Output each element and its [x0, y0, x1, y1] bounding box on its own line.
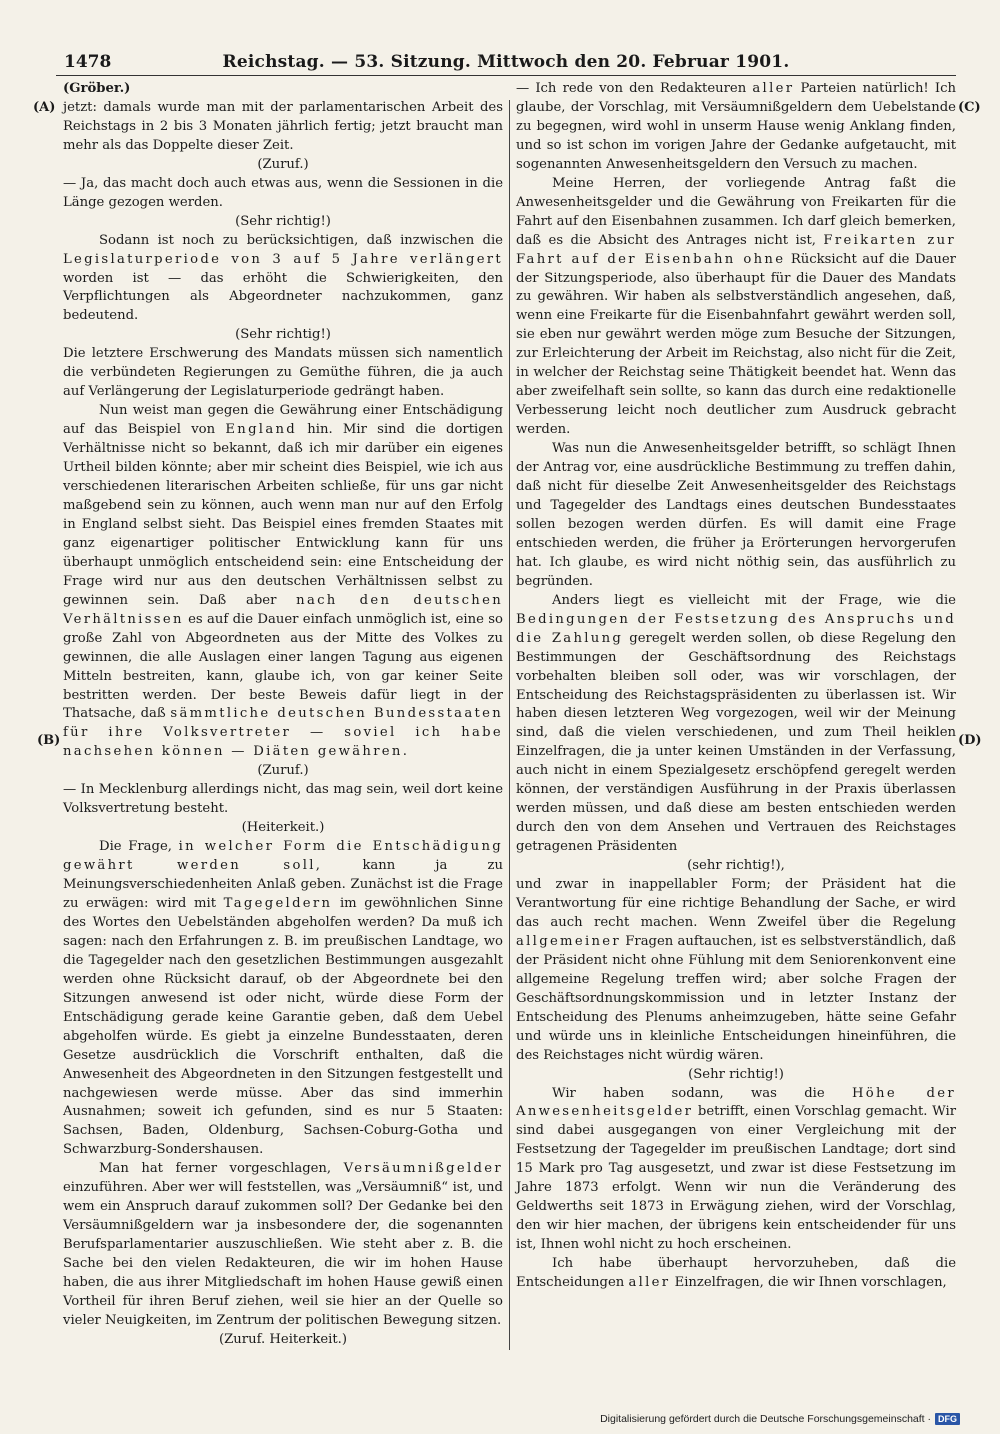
- interjection: (Sehr richtig!): [688, 1066, 784, 1082]
- paragraph: Was nun die Anwesenheitsgelder betrifft, so schlägt Ihnen der Antrag vor, eine ausdrückliche Bestimmung zu treffen dahin, daß nicht für dieselbe Zeit Anwesenheitsgelder des Reichstags und Tagegelder des Landtags eines deutschen Bundesstaates sollen bezogen werden dürfen. Es will damit eine Frage entschieden werden, die früher ja Erörterungen hervorgerufen hat. Ich glaube, es wird nicht nöthig sein, das ausführlich zu begründen.: [516, 441, 956, 589]
- emphasis: Bedingungen der Festsetzung des Anspruchs und die Zahlung: [516, 611, 956, 646]
- page-header: [56, 46, 956, 76]
- emphasis: aller: [752, 81, 795, 96]
- emphasis: allgemeiner: [516, 933, 621, 949]
- interjection: (Zuruf. Heiterkeit.): [219, 1331, 347, 1347]
- digitization-credit: [600, 1410, 960, 1428]
- paragraph: Wir haben sodann, was die Höhe der Anwesenheitsgelder betrifft, einen Vorschlag gemacht. Wir sind dabei ausgegangen von einer Vergleichung mit der Festsetzung der Tagegelder im preußischen Landtage; dort sind 15 Mark pro Tag ausgesetzt, und zwar ist diese Festsetzung im Jahre 1873 erfolgt. Wenn wir nun die Veränderung des Geldwerths seit 1873 in Erwägung ziehen, wird der Vorschlag, den wir hier machen, der übrigens kein entscheidender für uns ist, Ihnen wohl nicht zu hoch erscheinen.: [516, 1085, 957, 1253]
- interjection: (Zuruf.): [257, 156, 309, 172]
- margin-mark-d: (D): [958, 733, 982, 748]
- paragraph: Ich habe überhaupt hervorzuheben, daß die Entscheidungen aller Einzelfragen, die wir Ihnen vorschlagen,: [516, 1256, 956, 1291]
- left-column: [63, 80, 503, 1350]
- paragraph: und zwar in inappellabler Form; der Präsident hat die Verantwortung für eine richtige Behandlung der Sache, er wird das auch recht machen. Wenn Zweifel über die Regelung allgemeiner Fragen auftauchen, ist es selbstverständlich, daß der Präsident nicht ohne Fühlung mit dem Seniorenkonvent eine allgemeine Regelung treffen wird; aber solche Fragen der Geschäftsordnungskommission und in letzter Instanz der Entscheidung des Plenums anheimzugeben, hätte seine Gefahr und würde uns in kleinliche Entscheidungen hineinführen, die des Reichstages nicht würdig wären.: [516, 877, 956, 1063]
- paragraph: Sodann ist noch zu berücksichtigen, daß inzwischen die Legislaturperiode von 3 auf 5 Jahre verlängert worden ist — das erhöht die Schwierigkeiten, den Verpflichtungen als Abgeordneter nachzukommen, ganz bedeutend.: [63, 232, 503, 324]
- emphasis: in welcher Form die Entschädigung gewährt werden soll,: [63, 839, 503, 874]
- emphasis: aller: [628, 1275, 671, 1291]
- interjection: (Sehr richtig!): [235, 213, 331, 229]
- dfg-logo: DFG: [935, 1413, 960, 1425]
- page-title: Reichstag. — 53. Sitzung. Mittwoch den 20. Februar 1901.: [222, 52, 790, 72]
- interjection: (sehr richtig!),: [687, 858, 785, 874]
- right-column: [516, 80, 956, 1293]
- column-divider: [509, 100, 510, 1350]
- emphasis: Höhe der Anwesenheitsgelder: [516, 1085, 956, 1120]
- emphasis: Legislaturperiode von 3 auf 5 Jahre verlängert: [63, 251, 503, 267]
- margin-mark-b: (B): [37, 733, 61, 748]
- paragraph: — In Mecklenburg allerdings nicht, das mag sein, weil dort keine Volksvertretung besteht.: [63, 782, 503, 817]
- paragraph: jetzt: damals wurde man mit der parlamentarischen Arbeit des Reichstags in 2 bis 3 Monaten jährlich fertig; jetzt braucht man mehr als das Doppelte dieser Zeit.: [63, 99, 503, 153]
- emphasis: Versäumnißgelder: [343, 1161, 503, 1177]
- paragraph: Nun weist man gegen die Gewährung einer Entschädigung auf das Beispiel von England hin. Mir sind die dortigen Verhältnisse nicht so bekannt, daß ich mir darüber ein eigenes Urtheil bilden könnte; aber mir scheint dies Beispiel, wie ich aus verschiedenen literarischen Arbeiten schließe, für uns gar nicht maßgebend sein zu können, auch wenn man nur auf den Erfolg in England selbst sieht. Das Beispiel eines fremden Staates mit ganz eigenartiger politischer Entwicklung kann für uns überhaupt unmöglich entscheidend sein: eine Entscheidung der Frage wird nur aus den deutschen Verhältnissen selbst zu gewinnen sein. Daß aber nach den deutschen Verhältnissen es auf die Dauer einfach unmöglich ist, eine so große Zahl von Abgeordneten aus der Mitte des Volkes zu gewinnen, die alle Auslagen einer langen Tagung aus eigenen Mitteln bestreiten, kann, glaube ich, von gar keiner Seite bestritten werden. Der beste Beweis dafür liegt in der Thatsache, daß sämmtliche deutschen Bundesstaaten für ihre Volksvertreter — soviel ich habe nachsehen können — Diäten gewähren.: [63, 403, 503, 760]
- emphasis: Tagegeldern: [223, 895, 333, 911]
- interjection: (Sehr richtig!): [235, 327, 331, 343]
- paragraph: Die letztere Erschwerung des Mandats müssen sich namentlich die verbündeten Regierungen zu Gemüthe führen, die ja auch auf Verlängerung der Legislaturperiode gedrängt haben.: [63, 346, 503, 400]
- emphasis: sämmtliche deutschen Bundesstaaten für ihre Volksvertreter — soviel ich habe nachsehen können — Diäten gewähren.: [63, 706, 503, 760]
- credit-text: Digitalisierung gefördert durch die Deutsche Forschungsgemeinschaft ·: [600, 1413, 931, 1425]
- paragraph: — Ich rede von den Redakteuren aller Parteien natürlich! Ich glaube, der Vorschlag, mit Versäumnißgeldern dem Uebelstande zu begegnen, wird wohl in unserm Hause wenig Anklang finden, und so ist schon im vorigen Jahre der Gedanke aufgetaucht, mit sogenannten Anwesenheitsgeldern den Versuch zu machen.: [516, 81, 956, 172]
- emphasis: England: [225, 422, 298, 438]
- interjection: (Zuruf.): [257, 763, 309, 779]
- speaker-name: (Gröber.): [63, 81, 131, 96]
- paragraph: Die Frage, in welcher Form die Entschädigung gewährt werden soll, kann ja zu Meinungsverschiedenheiten Anlaß geben. Zunächst ist die Frage zu erwägen: wird mit Tagegeldern im gewöhnlichen Sinne des Wortes den Uebelständen abgeholfen werden? Da muß ich sagen: nach den Erfahrungen z. B. im preußischen Landtage, wo die Tagegelder nach den gesetzlichen Bestimmungen ausgezahlt werden ohne Rücksicht darauf, ob der Abgeordnete bei den Sitzungen anwesend ist oder nicht, würde diese Form der Entschädigung gerade keine Garantie geben, daß dem Uebel abgeholfen würde. Es giebt ja einzelne Bundesstaaten, deren Gesetze ausdrücklich die Vorschrift enthalten, daß die Anwesenheit des Abgeordneten in den Sitzungen festgestellt und nachgewiesen werde müsse. Aber das sind immerhin Ausnahmen; soweit ich gefunden, sind es nur 5 Staaten: Sachsen, Baden, Oldenburg, Sachsen-Coburg-Gotha und Schwarzburg-Sondershausen.: [63, 839, 503, 1158]
- emphasis: nach den deutschen Verhältnissen: [63, 592, 503, 627]
- interjection: (Heiterkeit.): [241, 820, 325, 836]
- paragraph: Meine Herren, der vorliegende Antrag faßt die Anwesenheitsgelder und die Gewährung von Freikarten für die Fahrt auf den Eisenbahnen zusammen. Ich darf gleich bemerken, daß es die Absicht des Antrages nicht ist, Freikarten zur Fahrt auf der Eisenbahn ohne Rücksicht auf die Dauer der Sitzungsperiode, also überhaupt für die Dauer des Mandats zu gewähren. Wir haben als selbstverständlich angesehen, daß, wenn eine Freikarte für die Eisenbahnfahrt gewährt werden soll, sie eben nur gewährt werden möge zum Besuche der Sitzungen, zur Erleichterung der Arbeit im Reichstag, also nicht für die Zeit, in welcher der Reichstag seine Thätigkeit beendet hat. Wenn das aber zweifelhaft sein sollte, so kann das durch eine redaktionelle Verbesserung leicht noch deutlicher zum Ausdruck gebracht werden.: [516, 175, 956, 438]
- paragraph: Man hat ferner vorgeschlagen, Versäumnißgelder einzuführen. Aber wer will feststellen, was „Versäumniß“ ist, und wem ein Anspruch darauf zukommen soll? Der Gedanke bei den Versäumnißgeldern war ja insbesondere der, die sogenannten Berufsparlamentarier auszuschließen. Wie steht aber z. B. die Sache bei den vielen Redakteuren, die wir im hohen Hause haben, die aus ihrer Mitgliedschaft im hohen Hause gewiß einen Vortheil für ihren Beruf ziehen, weil sie hier an der Quelle so vieler Neuigkeiten, im Zentrum der politischen Bewegung sitzen.: [63, 1161, 503, 1328]
- header-rule: [56, 75, 956, 76]
- margin-mark-a: (A): [33, 100, 56, 115]
- page-number: 1478: [64, 52, 112, 72]
- paragraph: — Ja, das macht doch auch etwas aus, wenn die Sessionen in die Länge gezogen werden.: [63, 175, 503, 210]
- emphasis: Freikarten zur Fahrt auf der Eisenbahn ohne: [516, 232, 956, 267]
- margin-mark-c: (C): [958, 100, 981, 115]
- paragraph: Anders liegt es vielleicht mit der Frage, wie die Bedingungen der Festsetzung des Anspruchs und die Zahlung geregelt werden sollen, ob diese Regelung den Bestimmungen der Geschäftsordnung des Reichstags vorbehalten bleiben soll oder, was wir vorschlagen, der Entscheidung des Reichstagspräsidenten zu überlassen ist. Wir haben diesen letzteren Weg vorgezogen, weil wir der Meinung sind, daß die vielen verschiedenen, und zum Theil heiklen Einzelfragen, die ja unter keinen Umständen in der Verfassung, auch nicht in einem Spezialgesetz erschöpfend geregelt werden können, der verständigen Ausführung in der Praxis überlassen werden müssen, und daß diese am besten entschieden werden durch den von dem Ansehen und Vertrauen des Reichstages getragenen Präsidenten: [516, 592, 956, 855]
